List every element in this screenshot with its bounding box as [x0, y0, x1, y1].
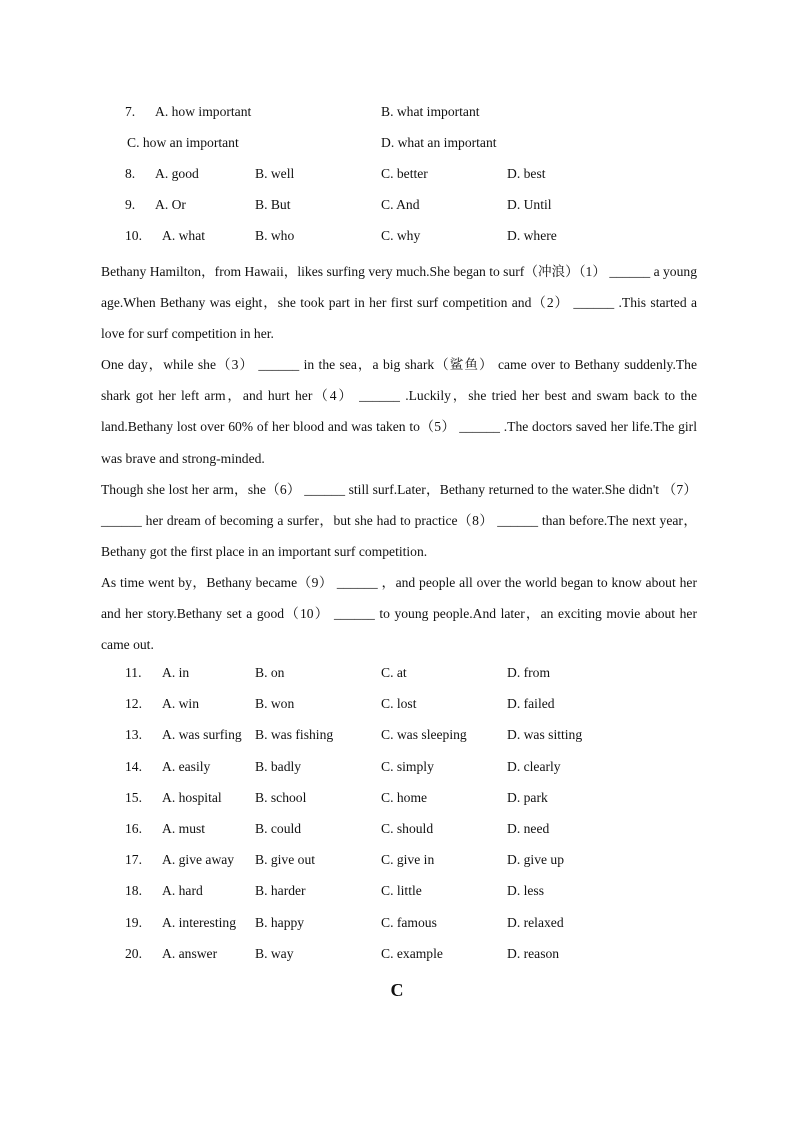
- option-b: B. school: [255, 789, 307, 805]
- question-number: 18.: [125, 883, 142, 899]
- option-d: D. park: [507, 789, 548, 805]
- option-c: C. how an important: [127, 135, 239, 150]
- option-d: D. failed: [507, 696, 555, 712]
- option-b: B. But: [255, 197, 291, 212]
- question-number: 13.: [125, 727, 142, 743]
- passage-paragraph-2: One day，while she（3） ______ in the sea，a big shark（鲨鱼） came over to Bethany suddenly.The shark got her left arm，and hurt her（4） ______ .Luckily，she tried her best and swam back to the land.Bethany lost over 60% of her blood and was taken to（5） ______ .The doctors saved her life.The girl was brave and strong-minded.: [101, 357, 697, 466]
- option-b: B. badly: [255, 758, 302, 774]
- option-d: D. less: [507, 883, 545, 899]
- question-number: 15.: [125, 789, 142, 805]
- option-a: A. answer: [162, 945, 218, 961]
- option-c: C. was sleeping: [381, 727, 467, 743]
- question-number: 10.: [125, 228, 142, 243]
- option-b: B. what important: [381, 104, 480, 119]
- option-a: A. hard: [162, 883, 203, 899]
- option-a: A. win: [162, 696, 200, 712]
- passage-paragraph-1: Bethany Hamilton，from Hawaii，likes surfing very much.She began to surf（冲浪）（1） ______ a young age.When Bethany was eight，she took part in her first surf competition and（2） ______ .This started a love for surf competition in her.: [101, 264, 697, 342]
- option-a: A. must: [162, 821, 206, 836]
- option-d: D. reason: [507, 945, 560, 961]
- option-a: A. what: [162, 228, 206, 243]
- option-c: C. at: [381, 665, 407, 680]
- option-c: C. better: [381, 166, 428, 181]
- option-b: B. give out: [255, 852, 316, 868]
- question-number: 19.: [125, 914, 142, 930]
- section-label: C: [390, 980, 404, 1000]
- option-c: C. lost: [381, 696, 417, 712]
- passage-paragraph-4: As time went by，Bethany became（9） ______ ，and people all over the world began to know about her and her story.Bethany set a good（10） ______ to young people.And later，an exciting movie about her came out.: [101, 574, 697, 653]
- option-c: C. why: [381, 228, 421, 243]
- option-d: D. what an important: [381, 135, 497, 150]
- option-a: A. how important: [155, 104, 252, 119]
- question-number: 7.: [125, 104, 136, 119]
- option-a: A. hospital: [162, 789, 222, 805]
- option-d: D. from: [507, 665, 551, 680]
- option-d: D. best: [507, 166, 546, 181]
- option-b: B. was fishing: [255, 727, 334, 743]
- option-c: C. simply: [381, 758, 434, 774]
- option-b: B. on: [255, 665, 285, 680]
- cloze-passage: [101, 256, 697, 660]
- option-b: B. harder: [255, 883, 306, 899]
- option-d: D. give up: [507, 852, 565, 868]
- option-b: B. well: [255, 166, 295, 181]
- option-b: B. way: [255, 945, 294, 961]
- question-number: 12.: [125, 696, 142, 712]
- option-a: A. interesting: [162, 914, 236, 930]
- option-b: B. happy: [255, 914, 305, 930]
- option-d: D. where: [507, 228, 557, 243]
- question-number: 16.: [125, 821, 142, 836]
- question-number: 14.: [125, 758, 142, 774]
- option-a: A. good: [155, 166, 199, 181]
- option-d: D. Until: [507, 197, 552, 212]
- option-d: D. relaxed: [507, 914, 564, 930]
- option-b: B. won: [255, 696, 295, 712]
- option-d: D. clearly: [507, 758, 561, 774]
- option-a: A. easily: [162, 758, 211, 774]
- option-a: A. give away: [162, 852, 235, 868]
- option-b: B. who: [255, 228, 295, 243]
- option-c: C. home: [381, 789, 428, 805]
- option-c: C. little: [381, 883, 422, 899]
- option-a: A. in: [162, 665, 190, 680]
- option-d: D. need: [507, 821, 550, 836]
- question-number: 9.: [125, 197, 136, 212]
- option-a: A. was surfing: [162, 727, 242, 743]
- option-d: D. was sitting: [507, 727, 583, 743]
- passage-paragraph-3: Though she lost her arm，she（6） ______ still surf.Later，Bethany returned to the water.She didn't （7） ______ her dream of becoming a surfer，but she had to practice（8） ______ than before.The next year，Bethany got the first place in an important surf competition.: [101, 481, 697, 559]
- option-a: A. Or: [155, 197, 186, 212]
- option-c: C. And: [381, 197, 420, 212]
- question-number: 20.: [125, 945, 142, 961]
- question-number: 17.: [125, 852, 142, 868]
- question-number: 8.: [125, 166, 136, 181]
- option-c: C. give in: [381, 852, 435, 868]
- question-number: 11.: [125, 665, 142, 680]
- option-c: C. should: [381, 821, 434, 836]
- option-c: C. example: [381, 945, 443, 961]
- option-b: B. could: [255, 821, 302, 836]
- option-c: C. famous: [381, 914, 437, 930]
